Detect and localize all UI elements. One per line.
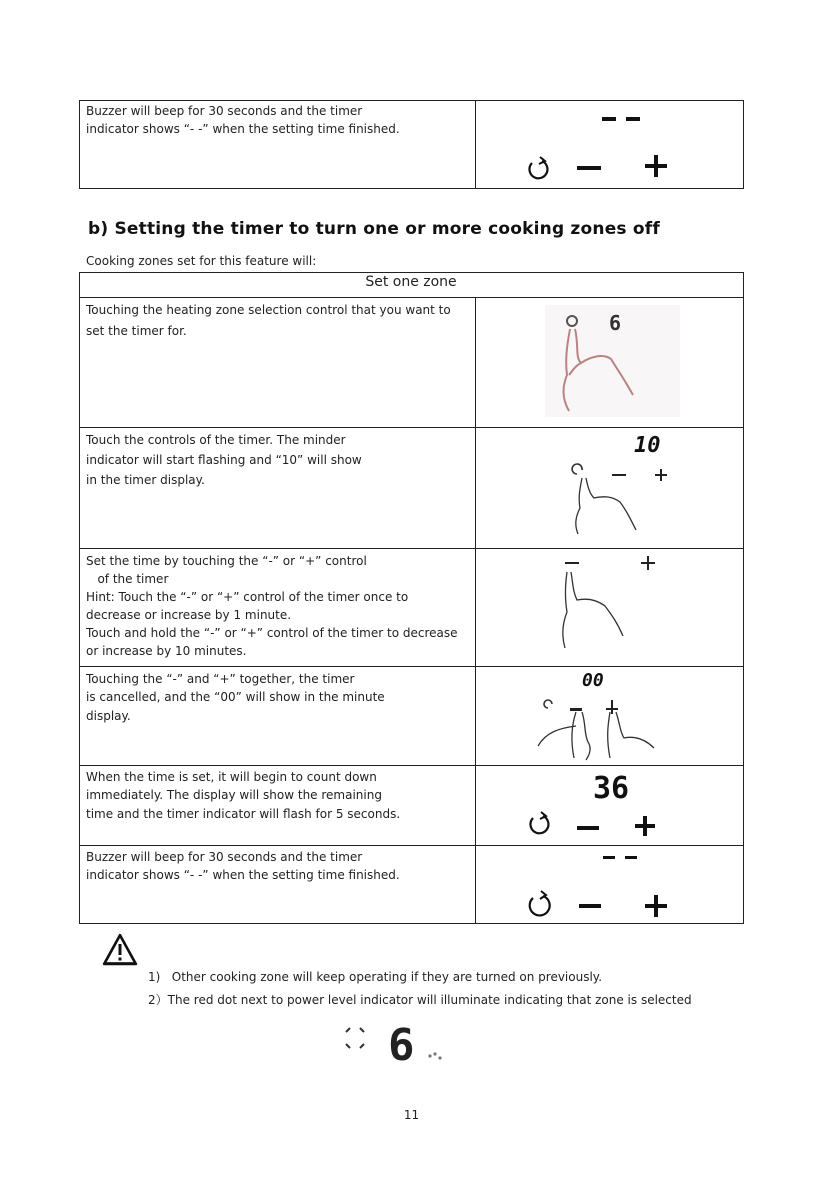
row5-text-2: immediately. The display will show the remaining	[86, 788, 382, 802]
zone-table-title: Set one zone	[365, 274, 457, 290]
top-row-text-2: indicator shows “- -” when the setting time finished.	[86, 122, 400, 136]
row6-text-1: Buzzer will beep for 30 seconds and the timer	[86, 850, 363, 864]
hand-pointer-icon	[563, 572, 623, 648]
minus-icon	[565, 562, 579, 564]
dash-mark	[625, 856, 637, 859]
row5-illustration	[525, 768, 665, 843]
warning-icon	[102, 933, 138, 967]
minus-icon	[612, 474, 626, 476]
row6-illustration	[525, 848, 670, 923]
row1-hand-illustration	[545, 305, 680, 420]
plus-icon	[645, 895, 667, 917]
timer-icon	[526, 156, 550, 182]
minus-icon	[577, 826, 599, 830]
row3-text-6: or increase by 10 minutes.	[86, 644, 247, 658]
row3-text-1: Set the time by touching the “-” or “+” control	[86, 554, 367, 568]
row5-text-1: When the time is set, it will begin to count down	[86, 770, 377, 784]
section-heading: b) Setting the timer to turn one or more cooking zones off	[88, 219, 660, 239]
table-row-divider	[79, 845, 744, 846]
row1-text-1: Touching the heating zone selection control that you want to	[86, 303, 451, 317]
zone-selected-illustration	[338, 1020, 448, 1075]
hand-pointer-icon	[576, 478, 636, 534]
page-number: 11	[403, 1108, 420, 1122]
plus-icon	[655, 469, 667, 481]
row2-text-3: in the timer display.	[86, 473, 205, 487]
top-row-text-1: Buzzer will beep for 30 seconds and the timer	[86, 104, 363, 118]
timer-icon	[530, 891, 550, 915]
row2-text-1: Touch the controls of the timer. The minder	[86, 433, 346, 447]
row3-illustration	[555, 552, 665, 662]
row6-text-2: indicator shows “- -” when the setting time finished.	[86, 868, 400, 882]
table-divider	[475, 297, 476, 924]
table-divider	[475, 100, 476, 189]
timer-icon	[572, 464, 582, 474]
row5-text-3: time and the timer indicator will flash for 5 seconds.	[86, 807, 401, 821]
timer-display	[603, 856, 637, 859]
timer-icon	[544, 700, 552, 708]
plus-icon	[641, 556, 655, 570]
plus-icon	[635, 816, 655, 836]
table-row-divider	[79, 427, 744, 428]
row3-text-4: decrease or increase by 1 minute.	[86, 608, 292, 622]
row4-text-2: is cancelled, and the “00” will show in the minute	[86, 690, 385, 704]
timer-icon	[530, 812, 548, 833]
plus-icon	[645, 155, 667, 177]
timer-finished-display	[600, 112, 650, 126]
table-row-divider	[79, 765, 744, 766]
section-intro: Cooking zones set for this feature will:	[86, 254, 317, 268]
row4-text-1: Touching the “-” and “+” together, the timer	[86, 672, 355, 686]
minus-icon	[570, 708, 582, 711]
zone-power-display: 6	[388, 1020, 415, 1071]
timer-display: 00	[582, 670, 604, 691]
hand-pointer-icon	[538, 712, 590, 760]
row3-text-5: Touch and hold the “-” or “+” control of the timer to decrease	[86, 626, 458, 640]
table-row-divider	[79, 666, 744, 667]
timer-display: 36	[593, 771, 630, 806]
dash-mark	[626, 117, 640, 121]
minus-icon	[577, 163, 603, 173]
timer-display: 10	[634, 433, 661, 458]
row4-illustration	[530, 668, 665, 763]
note-item-2: 2）The red dot next to power level indicator will illuminate indicating that zone is selected	[148, 993, 692, 1007]
row2-text-2: indicator will start flashing and “10” will show	[86, 453, 362, 467]
row3-text-2: of the timer	[86, 572, 169, 586]
zone-display: 6	[609, 311, 622, 335]
red-dot-indicator	[428, 1052, 441, 1059]
row1-text-2: set the timer for.	[86, 324, 187, 338]
table-row-divider	[79, 548, 744, 549]
table-row-divider	[79, 297, 744, 298]
zone-indicator-icon	[346, 1028, 364, 1048]
hand-pointer-icon	[608, 712, 654, 758]
row3-text-3: Hint: Touch the “-” or “+” control of the timer once to	[86, 590, 409, 604]
dash-mark	[602, 117, 616, 121]
plus-icon	[606, 700, 618, 714]
dash-mark	[603, 856, 615, 859]
minus-icon	[579, 904, 601, 908]
note-item-1: 1) Other cooking zone will keep operating if they are turned on previously.	[148, 970, 603, 984]
row2-illustration	[560, 430, 670, 545]
row4-text-3: display.	[86, 709, 131, 723]
